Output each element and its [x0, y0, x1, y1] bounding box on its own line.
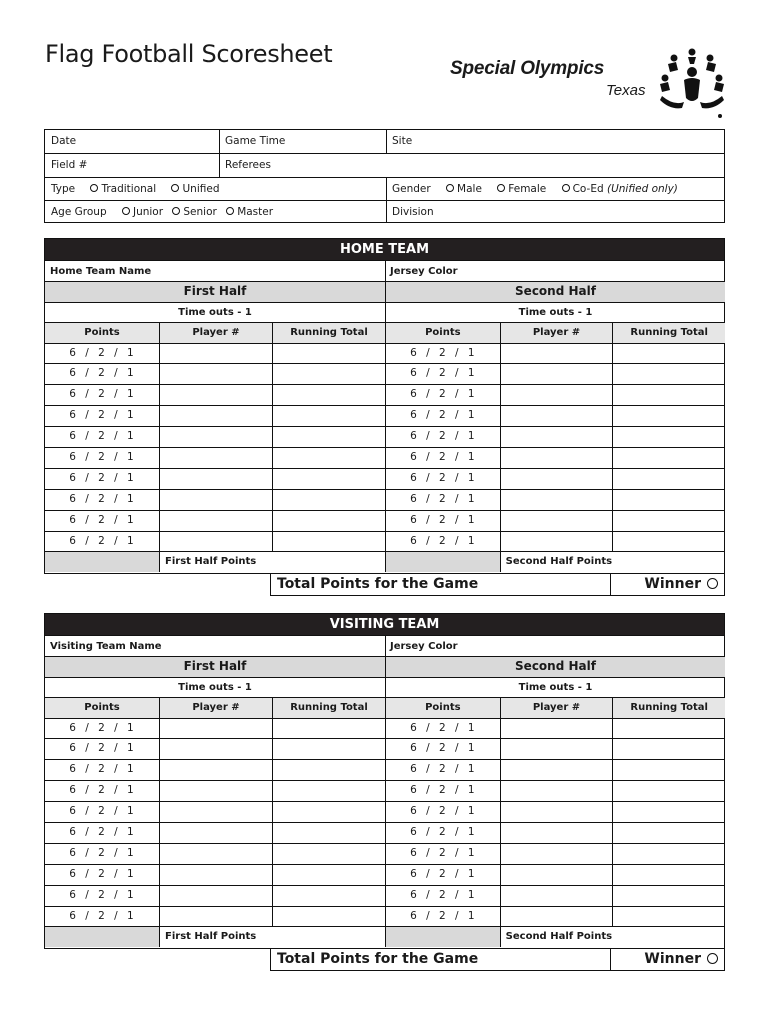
player-number-cell[interactable]: [500, 469, 613, 489]
points-cell[interactable]: 6 / 2 / 1: [69, 346, 135, 359]
grey-spacer: [45, 927, 159, 947]
division-field[interactable]: [386, 201, 724, 223]
running-total-cell[interactable]: [612, 719, 725, 739]
player-number-cell[interactable]: [159, 865, 272, 885]
score-row: [45, 843, 385, 864]
radio-label: Male: [457, 182, 482, 195]
points-header: Points: [84, 327, 120, 338]
half-heading: First Half: [45, 281, 385, 302]
radio-label: Female: [508, 182, 547, 195]
score-row: [45, 864, 385, 885]
winner-radio-icon[interactable]: [707, 953, 718, 964]
half-points-row: [386, 926, 725, 947]
player-number-cell[interactable]: [500, 511, 613, 531]
first-half-section: [45, 281, 385, 572]
points-cell[interactable]: 6 / 2 / 1: [410, 721, 476, 734]
running-total-cell[interactable]: [612, 511, 725, 531]
player-number-cell[interactable]: [159, 886, 272, 906]
score-row: [386, 363, 725, 384]
radio-circle-icon: [172, 207, 180, 215]
player-number-cell[interactable]: [159, 511, 272, 531]
game-info-table: [44, 129, 725, 223]
running-total-cell[interactable]: [612, 469, 725, 489]
score-row: [386, 510, 725, 531]
score-row: [45, 780, 385, 801]
points-cell[interactable]: 6 / 2 / 1: [410, 763, 476, 776]
score-row: [45, 447, 385, 468]
points-cell[interactable]: 6 / 2 / 1: [69, 388, 135, 401]
running-total-cell[interactable]: [272, 427, 385, 447]
score-row: [45, 906, 385, 927]
player-number-cell[interactable]: [500, 865, 613, 885]
logo-name: Special Olympics: [450, 58, 605, 79]
winner-label: Winner: [644, 575, 701, 592]
points-cell[interactable]: 6 / 2 / 1: [69, 867, 135, 880]
points-cell[interactable]: 6 / 2 / 1: [410, 867, 476, 880]
player-number-cell[interactable]: [500, 490, 613, 510]
points-cell[interactable]: 6 / 2 / 1: [69, 805, 135, 818]
player-number-cell[interactable]: [159, 823, 272, 843]
running-total-cell[interactable]: [272, 448, 385, 468]
running-total-cell[interactable]: [272, 760, 385, 780]
score-row: [386, 468, 725, 489]
points-cell[interactable]: 6 / 2 / 1: [69, 367, 135, 380]
referees-field[interactable]: [219, 154, 724, 176]
page-title: Flag Football Scoresheet: [45, 40, 333, 68]
visiting-team-section: [44, 613, 725, 949]
score-row: [45, 405, 385, 426]
home-team-section: [44, 238, 725, 574]
running-total-cell[interactable]: [612, 385, 725, 405]
score-row: [45, 363, 385, 384]
running-total-header: Running Total: [612, 323, 725, 343]
score-row: [386, 447, 725, 468]
radio-circle-icon: [226, 207, 234, 215]
date-label: Date: [51, 135, 77, 147]
points-header: Points: [425, 702, 461, 713]
team-band: HOME TEAM: [45, 239, 724, 260]
running-total-cell[interactable]: [272, 511, 385, 531]
running-total-cell[interactable]: [612, 865, 725, 885]
half-heading: Second Half: [386, 656, 725, 677]
points-header: Points: [425, 327, 461, 338]
player-number-cell[interactable]: [500, 406, 613, 426]
points-cell[interactable]: 6 / 2 / 1: [69, 742, 135, 755]
winner-field[interactable]: [610, 948, 724, 970]
score-row: [386, 801, 725, 822]
running-total-cell[interactable]: [612, 427, 725, 447]
player-number-cell[interactable]: [159, 344, 272, 364]
game-time-label: Game Time: [225, 135, 286, 147]
score-row: [45, 822, 385, 843]
score-row: [386, 885, 725, 906]
score-row: [386, 822, 725, 843]
grey-spacer: [386, 927, 500, 947]
running-total-cell[interactable]: [272, 739, 385, 759]
running-total-cell[interactable]: [612, 406, 725, 426]
score-row: [45, 718, 385, 739]
half-points-field[interactable]: First Half Points: [159, 927, 385, 947]
running-total-cell[interactable]: [272, 406, 385, 426]
points-cell[interactable]: 6 / 2 / 1: [410, 513, 476, 526]
running-total-cell[interactable]: [272, 802, 385, 822]
player-number-cell[interactable]: [500, 886, 613, 906]
team-name-row: [45, 635, 724, 656]
score-row: [386, 738, 725, 759]
second-half-section: [385, 281, 725, 572]
running-total-cell[interactable]: [272, 490, 385, 510]
radio-circle-icon: [90, 184, 98, 192]
timeouts-label: Time outs - 1: [386, 302, 725, 323]
type-label: Type: [51, 182, 76, 195]
running-total-cell[interactable]: [612, 907, 725, 927]
date-field[interactable]: [45, 130, 219, 153]
total-points-field[interactable]: Total Points for the Game: [277, 575, 479, 592]
first-half-section: [45, 656, 385, 947]
player-number-cell[interactable]: [500, 781, 613, 801]
half-points-row: [386, 551, 725, 572]
points-cell[interactable]: 6 / 2 / 1: [69, 909, 135, 922]
player-number-cell[interactable]: [500, 364, 613, 384]
points-cell[interactable]: 6 / 2 / 1: [69, 492, 135, 505]
info-row-3: [45, 177, 724, 200]
points-header: Points: [84, 702, 120, 713]
radio-label: Master: [237, 205, 274, 218]
radio-circle-icon: [562, 184, 570, 192]
points-cell[interactable]: 6 / 2 / 1: [69, 763, 135, 776]
gender-female-radio[interactable]: [497, 183, 546, 195]
total-points-field[interactable]: Total Points for the Game: [277, 950, 479, 967]
points-cell[interactable]: 6 / 2 / 1: [69, 471, 135, 484]
running-total-cell[interactable]: [612, 490, 725, 510]
radio-label: Unified: [182, 182, 220, 195]
player-header: Player #: [500, 698, 613, 718]
player-number-cell[interactable]: [159, 490, 272, 510]
special-olympics-mark-icon: [654, 44, 730, 120]
referees-label: Referees: [225, 159, 271, 172]
column-headers: [386, 697, 725, 718]
running-total-header: Running Total: [272, 323, 385, 343]
radio-label: Co-Ed: [572, 182, 604, 195]
player-number-cell[interactable]: [159, 469, 272, 489]
score-row: [386, 531, 725, 552]
radio-circle-icon: [497, 184, 505, 192]
winner-label: Winner: [644, 950, 701, 967]
running-total-header: Running Total: [612, 698, 725, 718]
player-number-cell[interactable]: [159, 907, 272, 927]
score-row: [45, 531, 385, 552]
running-total-cell[interactable]: [612, 344, 725, 364]
score-row: [386, 343, 725, 364]
jersey-color-field[interactable]: Jersey Color: [390, 266, 458, 277]
gender-note: (Unified only): [606, 182, 678, 195]
score-row: [386, 718, 725, 739]
running-total-header: Running Total: [272, 698, 385, 718]
score-row: [386, 843, 725, 864]
running-total-cell[interactable]: [272, 469, 385, 489]
player-number-cell[interactable]: [159, 532, 272, 552]
half-points-field[interactable]: Second Half Points: [500, 552, 725, 572]
points-cell[interactable]: 6 / 2 / 1: [69, 846, 135, 859]
player-number-cell[interactable]: [500, 385, 613, 405]
running-total-cell[interactable]: [612, 760, 725, 780]
points-cell[interactable]: 6 / 2 / 1: [410, 450, 476, 463]
points-cell[interactable]: 6 / 2 / 1: [410, 367, 476, 380]
info-row-4: [45, 200, 724, 223]
score-row: [386, 426, 725, 447]
running-total-cell[interactable]: [272, 344, 385, 364]
player-number-cell[interactable]: [500, 448, 613, 468]
grey-spacer: [45, 552, 159, 572]
half-heading: First Half: [45, 656, 385, 677]
points-cell[interactable]: 6 / 2 / 1: [410, 888, 476, 901]
score-row: [386, 759, 725, 780]
running-total-cell[interactable]: [612, 364, 725, 384]
points-cell[interactable]: 6 / 2 / 1: [69, 784, 135, 797]
player-number-cell[interactable]: [159, 844, 272, 864]
running-total-cell[interactable]: [272, 781, 385, 801]
running-total-cell[interactable]: [612, 823, 725, 843]
score-row: [386, 384, 725, 405]
points-cell[interactable]: 6 / 2 / 1: [69, 513, 135, 526]
home-total-row: [270, 573, 725, 596]
running-total-cell[interactable]: [272, 364, 385, 384]
score-row: [45, 426, 385, 447]
score-row: [45, 759, 385, 780]
winner-field[interactable]: [610, 573, 724, 595]
score-row: [45, 885, 385, 906]
info-row-1: [45, 130, 724, 153]
column-headers: [386, 322, 725, 343]
player-number-cell[interactable]: [500, 823, 613, 843]
points-cell[interactable]: 6 / 2 / 1: [410, 825, 476, 838]
points-cell[interactable]: 6 / 2 / 1: [69, 721, 135, 734]
player-number-cell[interactable]: [500, 760, 613, 780]
grey-spacer: [386, 552, 500, 572]
column-headers: [45, 697, 385, 718]
timeouts-label: Time outs - 1: [45, 302, 385, 323]
half-points-field[interactable]: Second Half Points: [500, 927, 725, 947]
gender-coed-radio[interactable]: [562, 183, 678, 195]
points-cell[interactable]: 6 / 2 / 1: [410, 534, 476, 547]
score-row: [45, 384, 385, 405]
points-cell[interactable]: 6 / 2 / 1: [410, 742, 476, 755]
running-total-cell[interactable]: [612, 802, 725, 822]
half-heading: Second Half: [386, 281, 725, 302]
special-olympics-logo: [450, 44, 730, 120]
age-senior-radio[interactable]: [172, 206, 216, 218]
player-number-cell[interactable]: [500, 532, 613, 552]
player-number-cell[interactable]: [159, 739, 272, 759]
winner-radio-icon[interactable]: [707, 578, 718, 589]
player-number-cell[interactable]: [159, 760, 272, 780]
points-cell[interactable]: 6 / 2 / 1: [410, 346, 476, 359]
player-number-cell[interactable]: [159, 427, 272, 447]
player-number-cell[interactable]: [500, 844, 613, 864]
site-field[interactable]: [386, 130, 724, 153]
points-cell[interactable]: 6 / 2 / 1: [69, 534, 135, 547]
points-cell[interactable]: 6 / 2 / 1: [410, 909, 476, 922]
running-total-cell[interactable]: [612, 739, 725, 759]
player-number-cell[interactable]: [159, 406, 272, 426]
score-row: [386, 864, 725, 885]
gender-field: [386, 178, 724, 200]
running-total-cell[interactable]: [272, 719, 385, 739]
jersey-color-field[interactable]: Jersey Color: [390, 641, 458, 652]
running-total-cell[interactable]: [272, 865, 385, 885]
player-number-cell[interactable]: [159, 802, 272, 822]
half-points-row: [45, 551, 385, 572]
player-number-cell[interactable]: [159, 448, 272, 468]
player-number-cell[interactable]: [159, 364, 272, 384]
running-total-cell[interactable]: [272, 532, 385, 552]
timeouts-label: Time outs - 1: [386, 677, 725, 698]
score-row: [45, 801, 385, 822]
player-number-cell[interactable]: [159, 385, 272, 405]
player-number-cell[interactable]: [159, 719, 272, 739]
points-cell[interactable]: 6 / 2 / 1: [69, 430, 135, 443]
player-number-cell[interactable]: [500, 344, 613, 364]
running-total-cell[interactable]: [612, 532, 725, 552]
gender-label: Gender: [392, 182, 431, 195]
points-cell[interactable]: 6 / 2 / 1: [69, 450, 135, 463]
points-cell[interactable]: 6 / 2 / 1: [69, 825, 135, 838]
player-number-cell[interactable]: [159, 781, 272, 801]
type-unified-radio[interactable]: [171, 183, 219, 195]
points-cell[interactable]: 6 / 2 / 1: [69, 888, 135, 901]
points-cell[interactable]: 6 / 2 / 1: [410, 492, 476, 505]
player-number-cell[interactable]: [500, 802, 613, 822]
radio-circle-icon: [171, 184, 179, 192]
half-points-field[interactable]: First Half Points: [159, 552, 385, 572]
points-cell[interactable]: 6 / 2 / 1: [410, 388, 476, 401]
points-cell[interactable]: 6 / 2 / 1: [410, 784, 476, 797]
half-points-row: [45, 926, 385, 947]
running-total-cell[interactable]: [272, 823, 385, 843]
score-row: [45, 343, 385, 364]
timeouts-label: Time outs - 1: [45, 677, 385, 698]
radio-circle-icon: [446, 184, 454, 192]
player-header: Player #: [159, 698, 272, 718]
score-row: [45, 738, 385, 759]
gender-male-radio[interactable]: [446, 183, 482, 195]
player-number-cell[interactable]: [500, 907, 613, 927]
player-header: Player #: [159, 323, 272, 343]
team-name-field[interactable]: Visiting Team Name: [50, 641, 162, 652]
player-header: Player #: [500, 323, 613, 343]
running-total-cell[interactable]: [612, 448, 725, 468]
radio-circle-icon: [122, 207, 130, 215]
field-number-field[interactable]: [45, 154, 219, 176]
age-group-field: [45, 201, 386, 223]
running-total-cell[interactable]: [612, 844, 725, 864]
points-cell[interactable]: 6 / 2 / 1: [410, 846, 476, 859]
score-row: [386, 489, 725, 510]
player-number-cell[interactable]: [500, 719, 613, 739]
score-row: [386, 780, 725, 801]
game-time-field[interactable]: [219, 130, 386, 153]
age-group-label: Age Group: [51, 205, 107, 218]
running-total-cell[interactable]: [272, 907, 385, 927]
player-number-cell[interactable]: [500, 427, 613, 447]
score-row: [386, 405, 725, 426]
team-name-field[interactable]: Home Team Name: [50, 266, 152, 277]
second-half-section: [385, 656, 725, 947]
running-total-cell[interactable]: [272, 385, 385, 405]
radio-label: Senior: [183, 205, 217, 218]
type-traditional-radio[interactable]: [90, 183, 156, 195]
logo-sub: Texas: [606, 82, 646, 99]
score-row: [45, 489, 385, 510]
player-number-cell[interactable]: [500, 739, 613, 759]
team-band: VISITING TEAM: [45, 614, 724, 635]
score-row: [45, 510, 385, 531]
type-field: [45, 178, 386, 200]
score-row: [386, 906, 725, 927]
info-row-2: [45, 153, 724, 176]
visiting-total-row: [270, 948, 725, 971]
column-headers: [45, 322, 385, 343]
running-total-cell[interactable]: [612, 886, 725, 906]
age-junior-radio[interactable]: [122, 206, 163, 218]
running-total-cell[interactable]: [272, 886, 385, 906]
points-cell[interactable]: 6 / 2 / 1: [410, 805, 476, 818]
field-number-label: Field #: [51, 159, 88, 172]
running-total-cell[interactable]: [272, 844, 385, 864]
running-total-cell[interactable]: [612, 781, 725, 801]
points-cell[interactable]: 6 / 2 / 1: [410, 430, 476, 443]
age-master-radio[interactable]: [226, 206, 273, 218]
points-cell[interactable]: 6 / 2 / 1: [69, 409, 135, 422]
points-cell[interactable]: 6 / 2 / 1: [410, 409, 476, 422]
score-row: [45, 468, 385, 489]
division-label: Division: [392, 205, 434, 218]
team-name-row: [45, 260, 724, 281]
radio-label: Traditional: [101, 182, 157, 195]
site-label: Site: [392, 135, 413, 147]
points-cell[interactable]: 6 / 2 / 1: [410, 471, 476, 484]
radio-label: Junior: [132, 205, 164, 218]
